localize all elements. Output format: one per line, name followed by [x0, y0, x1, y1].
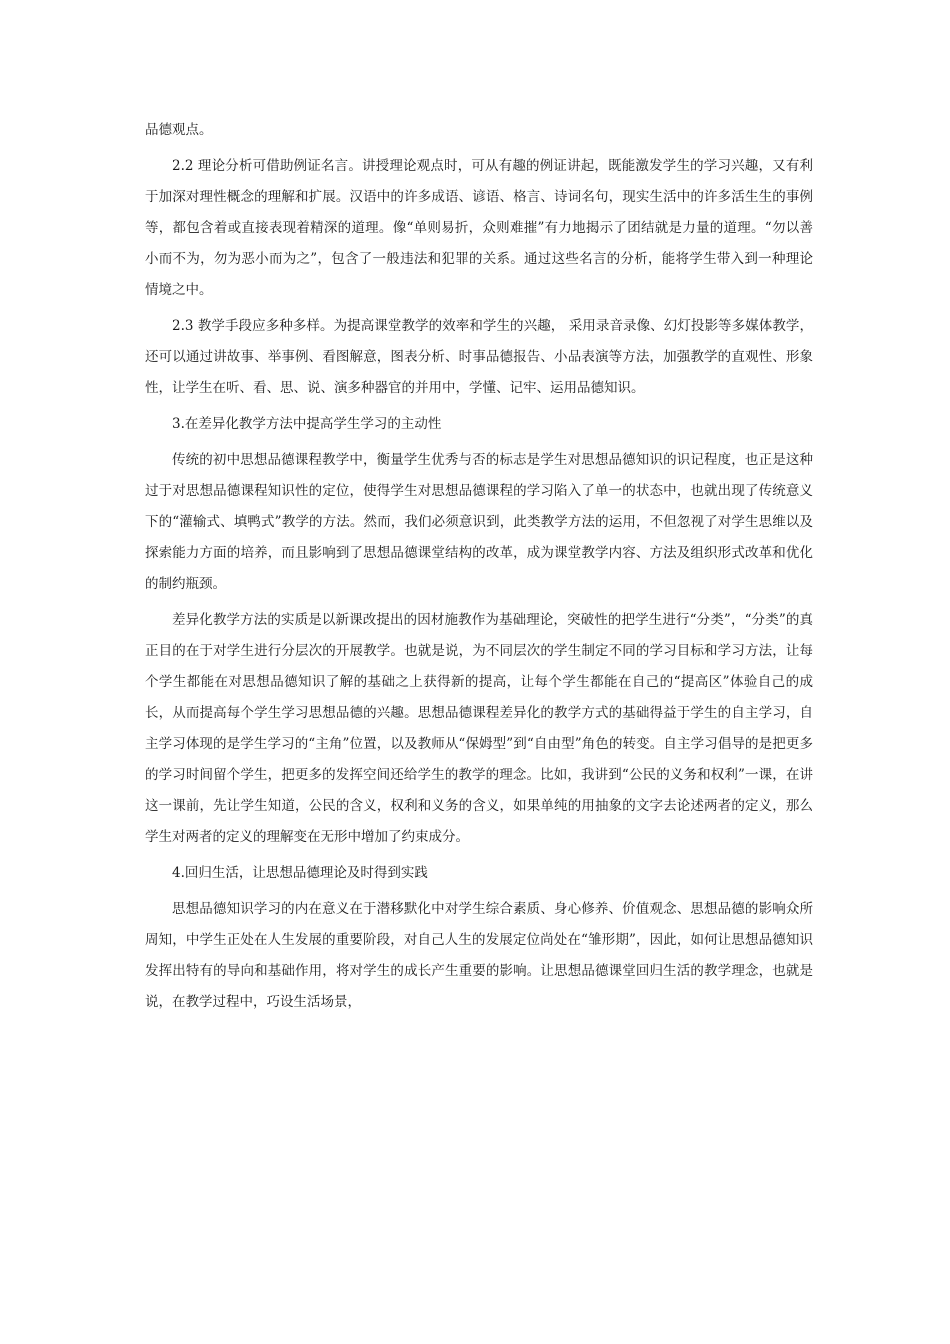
- paragraph-2-2: 2.2 理论分析可借助例证名言。讲授理论观点时，可从有趣的例证讲起，既能激发学生的学习兴趣，又有利于加深对理性概念的理解和扩展。汉语中的许多成语、谚语、格言、诗词名句，现实生活中的许多活生生的事例等，都包含着或直接表现着精深的道理。像“单则易折，众则难摧”有力地揭示了团结就是力量的道理。“勿以善小而不为，勿为恶小而为之”，包含了一般违法和犯罪的关系。通过这些名言的分析，能将学生带入到一种理论情境之中。: [145, 158, 813, 298]
- paragraph-2-3: 2.3 教学手段应多种多样。为提高课堂教学的效率和学生的兴趣， 采用录音录像、幻灯投影等多媒体教学，还可以通过讲故事、举事例、看图解意，图表分析、时事品德报告、小品表演等方法，加强教学的直观性、形象性，让学生在听、看、思、说、演多种器官的并用中，学懂、记牢、运用品德知识。: [145, 318, 813, 396]
- section-heading-4: 4.回归生活，让思想品德理论及时得到实践: [172, 865, 428, 881]
- paragraph-return-to-life: 思想品德知识学习的内在意义在于潜移默化中对学生综合素质、身心修养、价值观念、思想品德的影响众所周知，中学生正处在人生发展的重要阶段，对自己人生的发展定位尚处在“雏形期”，因此，如何让思想品德知识发挥出特有的导向和基础作用，将对学生的成长产生重要的影响。让思想品德课堂回归生活的教学理念，也就是说，在教学过程中，巧设生活场景，: [145, 901, 813, 1010]
- section-heading-3: 3.在差异化教学方法中提高学生学习的主动性: [172, 416, 442, 432]
- paragraph-differentiated-teaching: 差异化教学方法的实质是以新课改提出的因材施教作为基础理论，突破性的把学生进行“分类”，“分类”的真正目的在于对学生进行分层次的开展教学。也就是说，为不同层次的学生制定不同的学习目标和学习方法，让每个学生都能在对思想品德知识了解的基础之上获得新的提高，让每个学生都能在自己的“提高区”体验自己的成长，从而提高每个学生学习思想品德的兴趣。思想品德课程差异化的教学方式的基础得益于学生的自主学习，自主学习体现的是学生学习的“主角”位置，以及教师从“保姆型”到“自由型”角色的转变。自主学习倡导的是把更多的学习时间留个学生，把更多的发挥空间还给学生的教学的理念。比如，我讲到“公民的义务和权利”一课，在讲这一课前，先让学生知道，公民的含义，权利和义务的含义，如果单纯的用抽象的文字去论述两者的定义，那么学生对两者的定义的理解变在无形中增加了约束成分。: [145, 612, 813, 845]
- document-body: [145, 115, 813, 1023]
- paragraph-continuation: 品德观点。: [145, 122, 213, 138]
- paragraph-traditional-teaching: 传统的初中思想品德课程教学中，衡量学生优秀与否的标志是学生对思想品德知识的识记程度，也正是这种过于对思想品德课程知识性的定位，使得学生对思想品德课程的学习陷入了单一的状态中，也就出现了传统意义下的“灌输式、填鸭式”教学的方法。然而，我们必须意识到，此类教学方法的运用，不但忽视了对学生思维以及探索能力方面的培养，而且影响到了思想品德课堂结构的改革，成为课堂教学内容、方法及组织形式改革和优化的制约瓶颈。: [145, 452, 813, 592]
